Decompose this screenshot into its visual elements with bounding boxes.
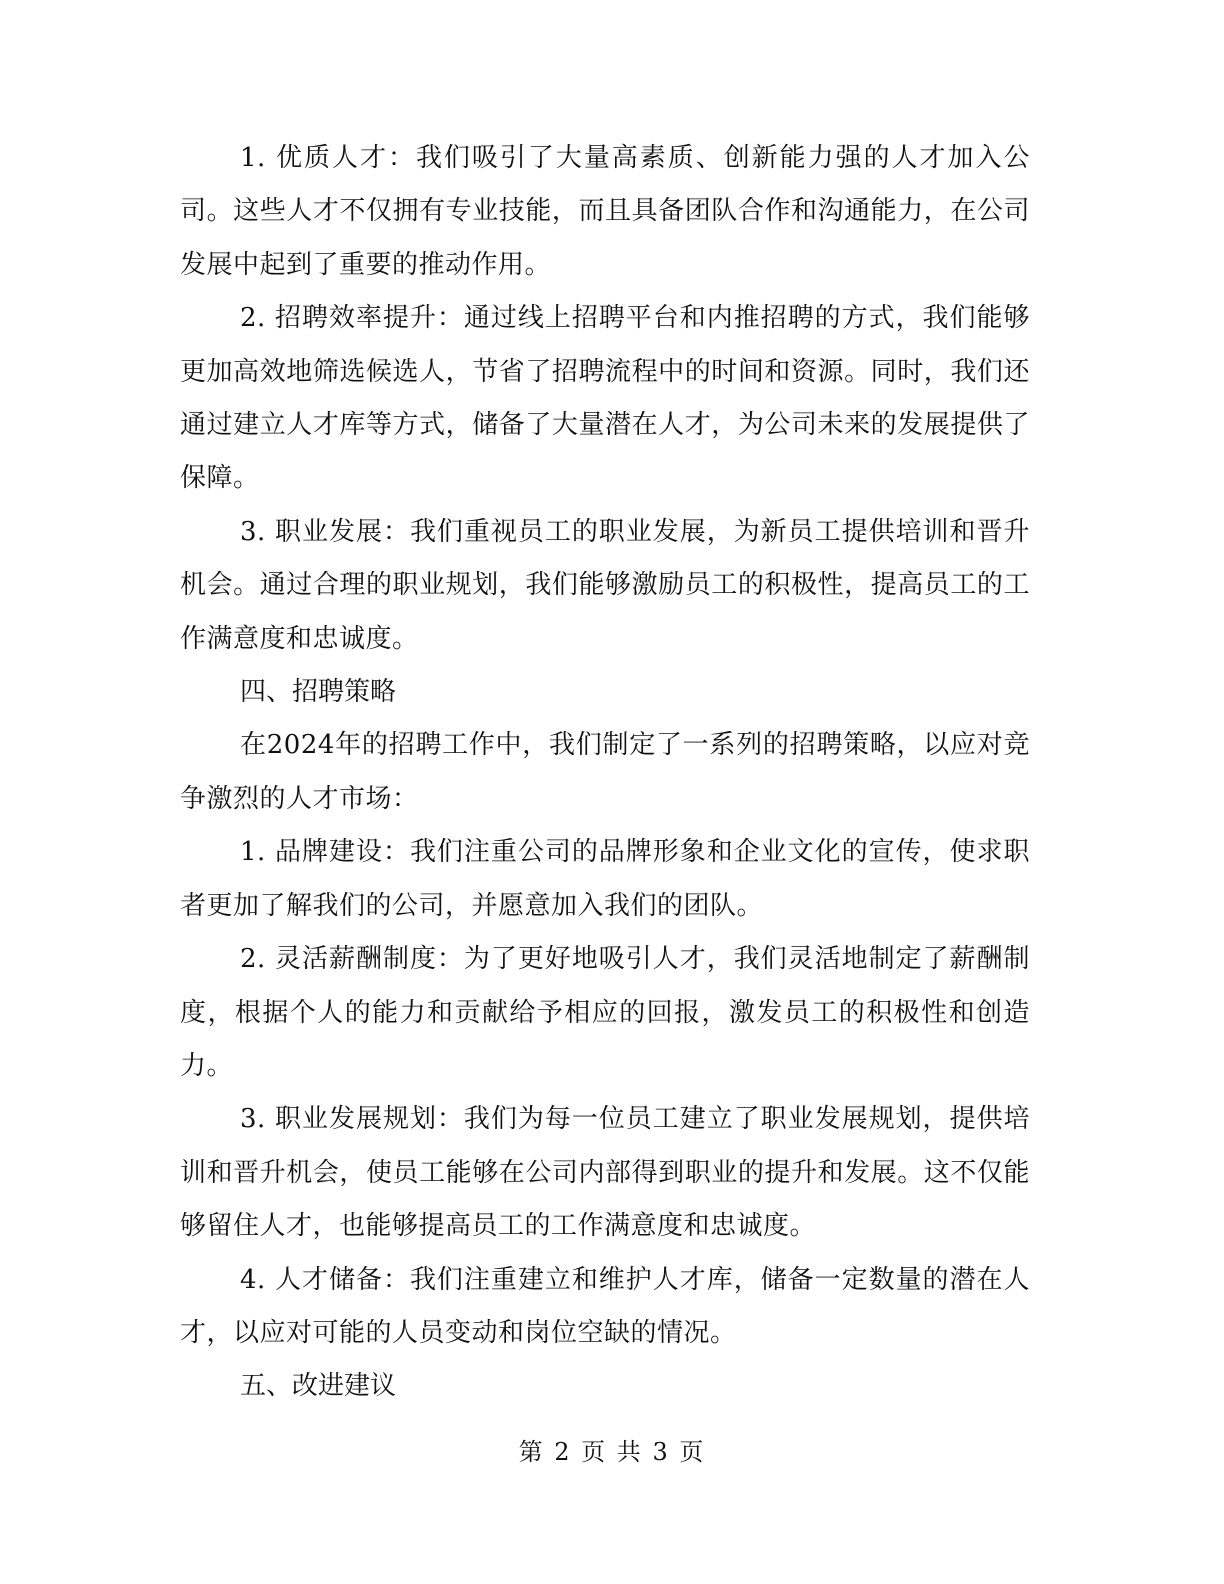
paragraph-recruiting-efficiency: 2. 招聘效率提升：通过线上招聘平台和内推招聘的方式，我们能够更加高效地筛选候选人，节省了招聘流程中的时间和资源。同时，我们还通过建立人才库等方式，储备了大量潜在人才，为公司未来的发展提供了保障。 bbox=[180, 303, 1030, 494]
page-number-footer: 第 2 页 共 3 页 bbox=[518, 1438, 706, 1466]
paragraph-brand-building: 1. 品牌建设：我们注重公司的品牌形象和企业文化的宣传，使求职者更加了解我们的公司，并愿意加入我们的团队。 bbox=[180, 837, 1030, 921]
document-body bbox=[180, 132, 1030, 1414]
paragraph-quality-talent: 1. 优质人才：我们吸引了大量高素质、创新能力强的人才加入公司。这些人才不仅拥有专业技能，而且具备团队合作和沟通能力，在公司发展中起到了重要的推动作用。 bbox=[180, 143, 1030, 280]
paragraph-career-planning: 3. 职业发展规划：我们为每一位员工建立了职业发展规划，提供培训和晋升机会，使员工能够在公司内部得到职业的提升和发展。这不仅能够留住人才，也能够提高员工的工作满意度和忠诚度。 bbox=[180, 1104, 1030, 1242]
paragraph-talent-reserve: 4. 人才储备：我们注重建立和维护人才库，储备一定数量的潜在人才，以应对可能的人员变动和岗位空缺的情况。 bbox=[180, 1264, 1030, 1348]
section-heading-recruiting-strategy: 四、招聘策略 bbox=[240, 677, 397, 708]
paragraph-career-development: 3. 职业发展：我们重视员工的职业发展，为新员工提供培训和晋升机会。通过合理的职业规划，我们能够激励员工的积极性，提高员工的工作满意度和忠诚度。 bbox=[180, 516, 1030, 654]
paragraph-strategy-intro: 在2024年的招聘工作中，我们制定了一系列的招聘策略，以应对竞争激烈的人才市场： bbox=[180, 730, 1030, 814]
section-heading-improvement-suggestions: 五、改进建议 bbox=[240, 1371, 397, 1402]
paragraph-flexible-compensation: 2. 灵活薪酬制度：为了更好地吸引人才，我们灵活地制定了薪酬制度，根据个人的能力和贡献给予相应的回报，激发员工的积极性和创造力。 bbox=[180, 944, 1030, 1081]
